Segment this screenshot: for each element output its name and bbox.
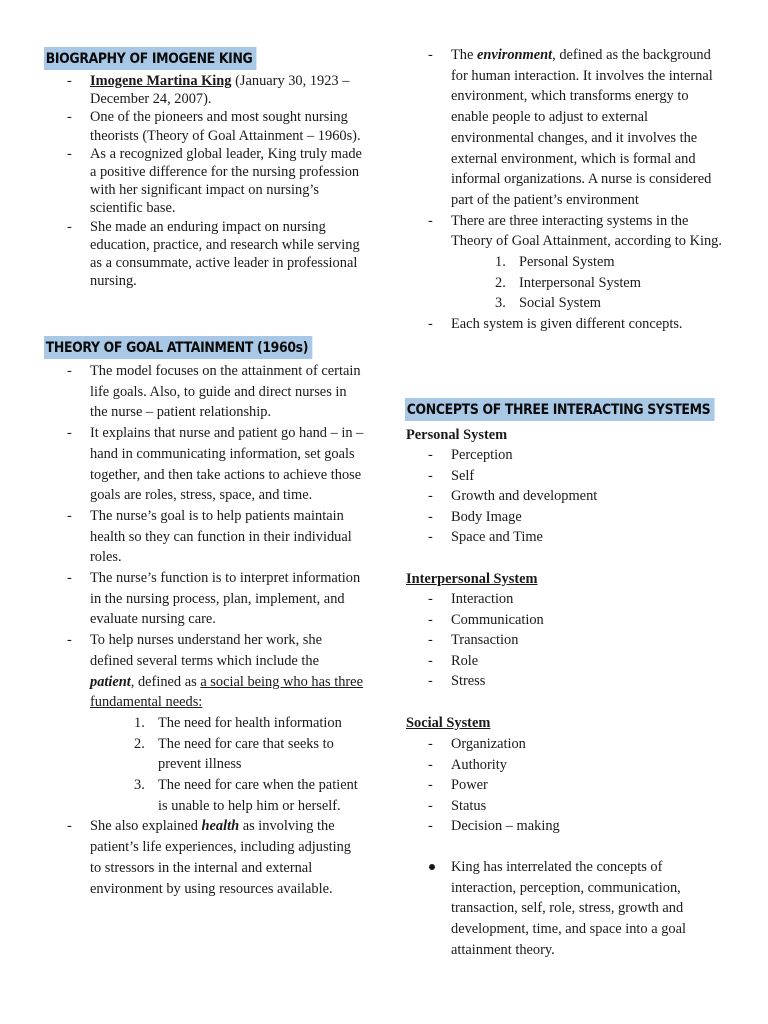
system-item — [495, 273, 724, 294]
concept-item: - Role — [384, 651, 544, 672]
health-term: health — [201, 818, 240, 835]
list-item-text: As a recognized global leader, King truly made a positive difference for the nursing profession with her significant impact on nursing’s scientific base. — [90, 145, 362, 217]
heading-concepts: CONCEPTS OF THREE INTERACTING SYSTEMS — [405, 398, 715, 421]
need-number: 3. — [134, 777, 145, 794]
list-item — [45, 145, 370, 218]
social-system-list — [384, 734, 560, 837]
concept-item: - Interaction — [384, 589, 544, 610]
interpersonal-system-title: Interpersonal System — [406, 571, 538, 587]
heading-theory: THEORY OF GOAL ATTAINMENT (1960s) — [44, 336, 312, 359]
list-item-health — [45, 816, 365, 899]
health-post: as involving the patient’s life experiences, including adjusting to stressors in the internal and external environment by using resources available. — [90, 818, 351, 897]
theory-list — [45, 361, 365, 899]
concept-item: - Decision – making — [384, 816, 560, 837]
patient-term: patient — [90, 673, 131, 690]
environment-term: environment — [476, 47, 553, 63]
system-number: 2. — [495, 274, 506, 291]
concept-item: - Communication — [384, 610, 544, 631]
systems-text: There are three interacting systems in the Theory of Goal Attainment, according to King. — [451, 212, 722, 250]
list-item-environment — [406, 45, 724, 211]
system-item — [495, 293, 724, 314]
list-item-systems — [406, 211, 724, 315]
patient-mid: , defined as — [130, 673, 201, 690]
concept-item: - Perception — [384, 445, 597, 466]
list-item-each — [406, 314, 724, 335]
concept-item: - Space and Time — [384, 527, 597, 548]
concept-item: - Transaction — [384, 630, 544, 651]
system-number: 1. — [495, 254, 506, 271]
each-text: Each system is given different concepts. — [451, 316, 683, 333]
patient-definition: a social being who has three fundamental needs: — [90, 673, 363, 711]
need-item — [134, 734, 365, 775]
concept-item: - Growth and development — [384, 486, 597, 507]
need-text: The need for care that seeks to prevent illness — [158, 735, 334, 773]
summary-list — [384, 857, 714, 961]
list-item-text: (January 30, 1923 – December 24, 2007). — [90, 73, 350, 108]
biography-list — [45, 72, 370, 290]
need-number: 1. — [134, 714, 145, 731]
personal-system-title: Personal System — [406, 427, 508, 443]
heading-biography: BIOGRAPHY OF IMOGENE KING — [44, 47, 257, 70]
need-text: The need for care when the patient is unable to help him or herself. — [158, 777, 358, 814]
patient-pre: To help nurses understand her work, she defined several terms which include the — [90, 632, 322, 669]
concept-item: - Stress — [384, 671, 544, 692]
concept-item: - Body Image — [384, 507, 597, 528]
list-item — [45, 506, 365, 568]
concept-item: - Power — [384, 775, 560, 796]
system-text: Social System — [519, 295, 601, 312]
interpersonal-system-list — [384, 589, 544, 692]
list-item-text: She made an enduring impact on nursing education, practice, and research while serving as a consummate, active leader in professional nursing. — [90, 218, 360, 290]
right-top-list — [406, 45, 724, 335]
list-item-text: One of the pioneers and most sought nursing theorists (Theory of Goal Attainment – 1960s). — [90, 109, 361, 144]
system-number: 3. — [495, 295, 506, 312]
health-pre: She also explained — [90, 818, 202, 835]
list-item — [45, 568, 365, 630]
list-item — [45, 72, 370, 108]
need-item — [134, 775, 365, 816]
king-full-name: Imogene Martina King — [90, 73, 232, 89]
social-system-title: Social System — [406, 715, 491, 731]
env-pre: The — [451, 47, 477, 63]
summary-text: King has interrelated the concepts of interaction, perception, communication, transaction, self, role, stress, growth and development, time, and space into a goal attainment theory. — [451, 859, 686, 958]
system-text: Interpersonal System — [519, 274, 641, 291]
need-text: The need for health information — [158, 714, 342, 731]
list-item — [45, 218, 370, 291]
concept-item: - Self — [384, 466, 597, 487]
system-item — [495, 252, 724, 273]
list-item-text: It explains that nurse and patient go hand – in – hand in communicating information, set goals together, and then take actions to achieve those goals are roles, stress, space, and time. — [90, 425, 364, 504]
need-number: 2. — [134, 735, 145, 752]
systems-list — [495, 252, 724, 314]
personal-system-list — [384, 445, 597, 548]
summary-item — [384, 857, 714, 961]
env-post: , defined as the background for human interaction. It involves the internal environment, which transforms energy to enable people to adjust to external environmental changes, and it involves the external environment, which is formal and informal organizations. A nurse is considered part of the patient’s environment — [451, 47, 713, 208]
concept-item: - Organization — [384, 734, 560, 755]
list-item — [45, 423, 365, 506]
list-item — [45, 361, 365, 423]
concept-item: - Status — [384, 796, 560, 817]
list-item-text: The nurse’s function is to interpret information in the nursing process, plan, implement, and evaluate nursing care. — [90, 570, 361, 628]
system-text: Personal System — [519, 254, 615, 271]
list-item-patient — [45, 630, 365, 816]
list-item-text: The model focuses on the attainment of certain life goals. Also, to guide and direct nurses in the nurse – patient relationship. — [90, 363, 361, 421]
need-item — [134, 713, 365, 734]
list-item-text: The nurse’s goal is to help patients maintain health so they can function in their individual roles. — [90, 507, 352, 566]
concept-item: - Authority — [384, 755, 560, 776]
needs-list — [134, 713, 365, 817]
list-item — [45, 108, 370, 144]
